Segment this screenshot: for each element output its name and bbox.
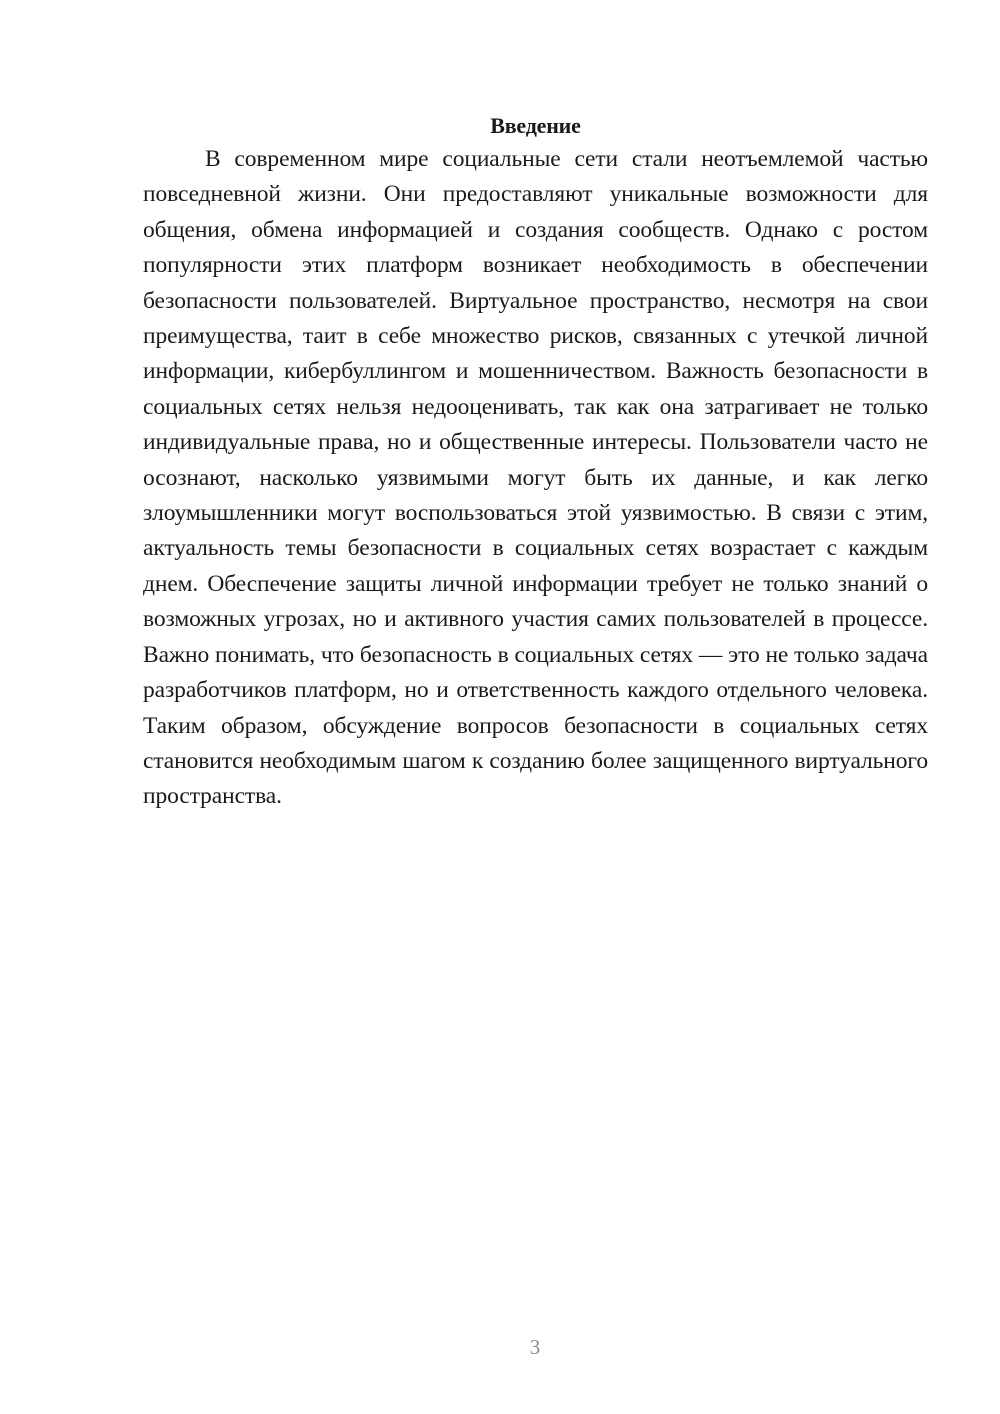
body-paragraph: В современном мире социальные сети стали неотъемлемой частью повседневной жизни. Они предоставляют уникальные возможности для общения, обмена информацией и создания сообществ. Однако с ростом популярности этих платформ возникает необходимость в обеспечении безопасности пользователей. Виртуальное пространство, несмотря на свои преимущества, таит в себе множество рисков, связанных с утечкой личной информации, кибербуллингом и мошенничеством. Важность безопасности в социальных сетях нельзя недооценивать, так как она затрагивает не только индивидуальные права, но и общественные интересы. Пользователи часто не осознают, насколько уязвимыми могут быть их данные, и как легко злоумышленники могут воспользоваться этой уязвимостью. В связи с этим, актуальность темы безопасности в социальных сетях возрастает с каждым днем. Обеспечение защиты личной информации требует не только знаний о возможных угрозах, но и активного участия самих пользователей в процессе. Важно понимать, что безопасность в социальных сетях — это не только задача разработчиков платформ, но и ответственность каждого отдельного человека. Таким образом, обсуждение вопросов безопасности в социальных сетях становится необходимым шагом к созданию более защищенного виртуального пространства. bbox=[143, 146, 928, 810]
page-number: 3 bbox=[529, 1335, 541, 1359]
section-heading: Введение bbox=[490, 112, 581, 138]
